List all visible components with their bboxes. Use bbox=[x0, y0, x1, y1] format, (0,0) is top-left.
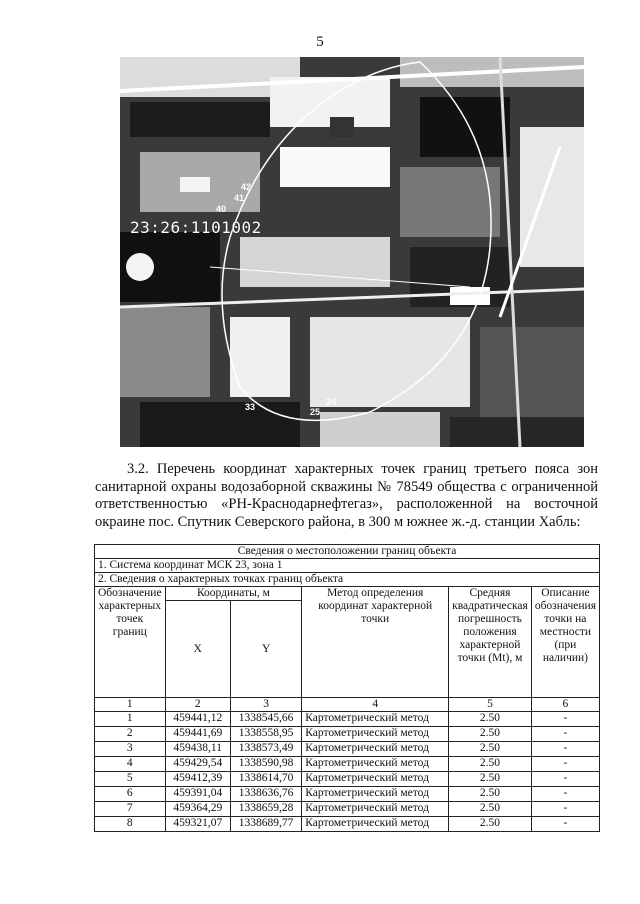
header-y: Y bbox=[230, 601, 301, 698]
column-number: 4 bbox=[302, 698, 449, 712]
coord-x: 459438,11 bbox=[165, 742, 230, 757]
satellite-map bbox=[120, 57, 584, 447]
method-cell: Картометрический метод bbox=[302, 712, 449, 727]
description-cell: - bbox=[531, 817, 599, 832]
map-point-label: 42 bbox=[241, 182, 252, 192]
column-number: 2 bbox=[165, 698, 230, 712]
accuracy-cell: 2.50 bbox=[449, 712, 532, 727]
coord-y: 1338558,95 bbox=[230, 727, 301, 742]
header-coordinates: Координаты, м bbox=[165, 587, 302, 601]
coord-x: 459429,54 bbox=[165, 757, 230, 772]
map-point-label: 41 bbox=[234, 193, 245, 203]
cadastral-number: 23:26:1101002 bbox=[130, 218, 262, 237]
coord-x: 459321,07 bbox=[165, 817, 230, 832]
method-cell: Картометрический метод bbox=[302, 742, 449, 757]
description-cell: - bbox=[531, 742, 599, 757]
coordinates-table bbox=[94, 544, 600, 832]
coord-x: 459441,12 bbox=[165, 712, 230, 727]
description-cell: - bbox=[531, 787, 599, 802]
description-cell: - bbox=[531, 757, 599, 772]
table-row bbox=[95, 742, 600, 757]
coord-y: 1338636,76 bbox=[230, 787, 301, 802]
coord-x: 459412,39 bbox=[165, 772, 230, 787]
table-row bbox=[95, 802, 600, 817]
method-cell: Картометрический метод bbox=[302, 802, 449, 817]
method-cell: Картометрический метод bbox=[302, 772, 449, 787]
coord-y: 1338689,77 bbox=[230, 817, 301, 832]
table-row bbox=[95, 727, 600, 742]
page-number: 5 bbox=[316, 34, 324, 50]
coordinates-paragraph: 3.2. Перечень координат характерных точек границ третьего пояса зон санитарной охраны водозаборной скважины № 78549 общества с ограниченной ответственностью «РН-Краснодарнефтегаз», расположенной на восточной окраине пос. Спутник Северского района, в 300 м южнее ж.-д. станции Хабль: bbox=[95, 461, 598, 530]
method-cell: Картометрический метод bbox=[302, 727, 449, 742]
map-point-label: 40 bbox=[216, 204, 227, 214]
table-system: 1. Система координат МСК 23, зона 1 bbox=[95, 559, 600, 573]
coord-x: 459364,29 bbox=[165, 802, 230, 817]
accuracy-cell: 2.50 bbox=[449, 802, 532, 817]
map-point-label: 25 bbox=[310, 407, 321, 417]
coord-y: 1338614,70 bbox=[230, 772, 301, 787]
table-body bbox=[95, 712, 600, 832]
column-number: 6 bbox=[531, 698, 599, 712]
column-number: 3 bbox=[230, 698, 301, 712]
column-number: 1 bbox=[95, 698, 166, 712]
accuracy-cell: 2.50 bbox=[449, 772, 532, 787]
point-number: 8 bbox=[95, 817, 166, 832]
header-accuracy: Средняя квадратическая погрешность положения характерной точки (Mt), м bbox=[449, 587, 532, 698]
accuracy-cell: 2.50 bbox=[449, 787, 532, 802]
description-cell: - bbox=[531, 712, 599, 727]
column-number-row bbox=[95, 698, 600, 712]
point-number: 1 bbox=[95, 712, 166, 727]
coord-y: 1338659,28 bbox=[230, 802, 301, 817]
coord-x: 459391,04 bbox=[165, 787, 230, 802]
accuracy-cell: 2.50 bbox=[449, 817, 532, 832]
header-x: X bbox=[165, 601, 230, 698]
description-cell: - bbox=[531, 802, 599, 817]
column-number: 5 bbox=[449, 698, 532, 712]
point-number: 7 bbox=[95, 802, 166, 817]
method-cell: Картометрический метод bbox=[302, 817, 449, 832]
accuracy-cell: 2.50 bbox=[449, 742, 532, 757]
method-cell: Картометрический метод bbox=[302, 757, 449, 772]
table-row bbox=[95, 787, 600, 802]
table-row bbox=[95, 772, 600, 787]
coord-y: 1338590,98 bbox=[230, 757, 301, 772]
point-number: 6 bbox=[95, 787, 166, 802]
map-point-label: 33 bbox=[245, 402, 256, 412]
map-point-label: 24 bbox=[326, 397, 337, 407]
accuracy-cell: 2.50 bbox=[449, 757, 532, 772]
description-cell: - bbox=[531, 727, 599, 742]
point-number: 5 bbox=[95, 772, 166, 787]
point-number: 2 bbox=[95, 727, 166, 742]
map-image bbox=[120, 57, 584, 447]
table-title: Сведения о местоположении границ объекта bbox=[95, 545, 600, 559]
coord-x: 459441,69 bbox=[165, 727, 230, 742]
header-method: Метод определения координат характерной точки bbox=[302, 587, 449, 698]
header-description: Описание обозначения точки на местности (при наличии) bbox=[531, 587, 599, 698]
description-cell: - bbox=[531, 772, 599, 787]
table-row bbox=[95, 712, 600, 727]
header-designation: Обозначение характерных точек границ bbox=[95, 587, 166, 698]
coord-y: 1338545,66 bbox=[230, 712, 301, 727]
point-number: 4 bbox=[95, 757, 166, 772]
table-row bbox=[95, 757, 600, 772]
point-number: 3 bbox=[95, 742, 166, 757]
table-section: 2. Сведения о характерных точках границ объекта bbox=[95, 573, 600, 587]
method-cell: Картометрический метод bbox=[302, 787, 449, 802]
accuracy-cell: 2.50 bbox=[449, 727, 532, 742]
coord-y: 1338573,49 bbox=[230, 742, 301, 757]
table-row bbox=[95, 817, 600, 832]
